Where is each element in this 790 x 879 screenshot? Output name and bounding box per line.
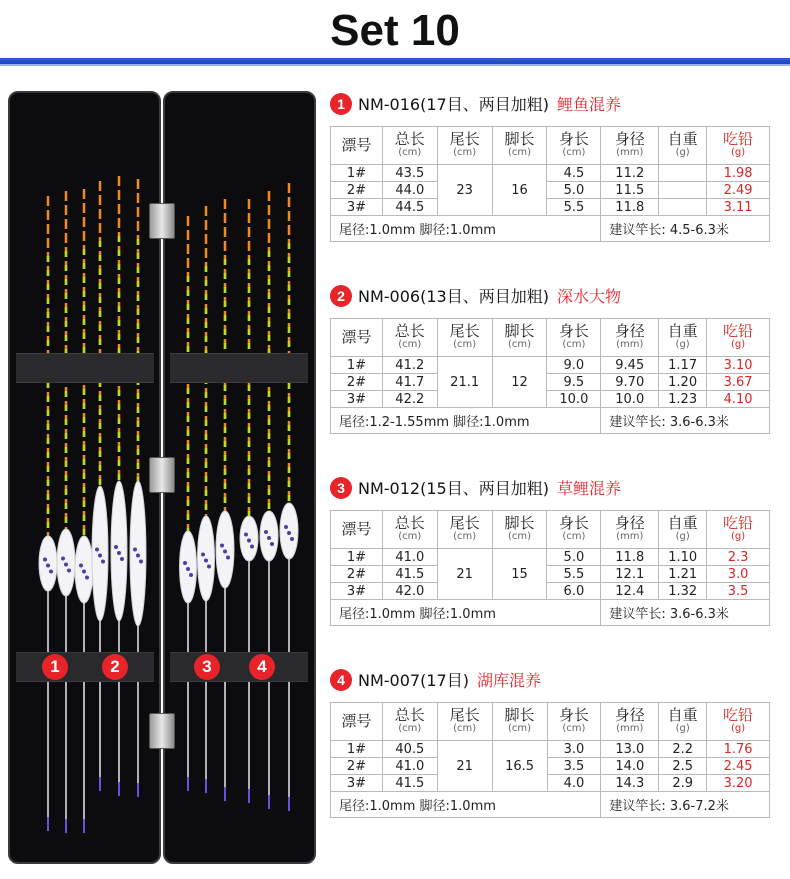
total-length: 41.0: [382, 549, 437, 566]
tail-length: 21: [437, 549, 492, 600]
self-weight: [659, 165, 707, 182]
total-length: 44.5: [382, 199, 437, 216]
column-header-unit: (cm): [453, 339, 477, 351]
title-underline-light: [0, 64, 790, 66]
column-header-unit: (cm): [398, 147, 422, 159]
table-row: [331, 165, 770, 182]
float-number: 2#: [331, 182, 383, 199]
table-header-row: [331, 127, 770, 165]
spec-section-4: [330, 668, 770, 853]
section-title: [330, 92, 621, 118]
column-header-label: 脚长: [504, 514, 535, 533]
rod-length-info: 建议竿长: 4.5-6.3米: [601, 216, 770, 242]
lead-capacity: 3.5: [707, 583, 770, 600]
column-header-label: 身长: [558, 706, 589, 725]
self-weight: 2.5: [659, 758, 707, 775]
hinge-bottom: [149, 713, 175, 749]
column-header-unit: (cm): [398, 723, 422, 735]
spec-section-3: [330, 476, 770, 661]
column-header-unit: (cm): [398, 531, 422, 543]
model-code: NM-012(15目、两目加粗): [358, 479, 549, 498]
column-header-label: 漂号: [341, 519, 372, 538]
float-number: 3#: [331, 775, 383, 792]
section-number-badge: 2: [330, 285, 352, 307]
column-header: [331, 319, 383, 357]
foam-strip-bottom-left: [16, 652, 154, 682]
page-title: Set 10: [330, 6, 460, 55]
body-diameter: 13.0: [601, 741, 659, 758]
foam-strip-top-left: [16, 353, 154, 383]
column-header-unit: (cm): [508, 147, 532, 159]
section-number-badge: 4: [330, 669, 352, 691]
column-header-label: 身长: [558, 514, 589, 533]
column-header-label: 身径: [614, 514, 645, 533]
table-footer-row: [331, 216, 770, 242]
column-header-unit: (g): [675, 339, 690, 351]
float-5: [111, 176, 127, 796]
table-row: [331, 583, 770, 600]
rod-length-info: 建议竿长: 3.6-7.2米: [601, 792, 770, 818]
total-length: 42.2: [382, 391, 437, 408]
column-header-label: 总长: [394, 130, 425, 149]
total-length: 41.2: [382, 357, 437, 374]
diameter-info: 尾径:1.0mm 脚径:1.0mm: [331, 792, 601, 818]
table-row: [331, 182, 770, 199]
column-header-label: 身长: [558, 130, 589, 149]
column-header: [547, 703, 601, 741]
spec-table: [330, 318, 770, 434]
column-header-unit: (g): [675, 147, 690, 159]
lead-capacity: 2.45: [707, 758, 770, 775]
column-header-label: 总长: [394, 514, 425, 533]
total-length: 44.0: [382, 182, 437, 199]
body-diameter: 11.8: [601, 199, 659, 216]
table-row: [331, 775, 770, 792]
lead-capacity: 3.11: [707, 199, 770, 216]
column-header: [547, 127, 601, 165]
self-weight: 1.17: [659, 357, 707, 374]
column-header: [492, 511, 547, 549]
total-length: 41.0: [382, 758, 437, 775]
float-3: [75, 189, 93, 833]
column-header-label: 尾长: [449, 322, 480, 341]
column-header: [437, 703, 492, 741]
body-diameter: 10.0: [601, 391, 659, 408]
table-header-row: [331, 319, 770, 357]
column-header: [707, 511, 770, 549]
body-diameter: 9.45: [601, 357, 659, 374]
column-header-unit: (cm): [507, 339, 532, 351]
column-header-unit: (cm): [508, 531, 532, 543]
body-diameter: 11.8: [601, 549, 659, 566]
column-header-label: 自重: [667, 130, 698, 149]
float-8: [198, 206, 215, 793]
column-header: [707, 319, 770, 357]
column-header-label: 漂号: [341, 135, 372, 154]
column-header-unit: (g): [675, 723, 690, 735]
float-9: [216, 199, 234, 801]
tail-length: 21.1: [437, 357, 492, 408]
spec-table: [330, 126, 770, 242]
body-diameter: 11.5: [601, 182, 659, 199]
column-header-label: 漂号: [341, 711, 372, 730]
self-weight: 1.20: [659, 374, 707, 391]
column-header: [331, 511, 383, 549]
lead-capacity: 3.0: [707, 566, 770, 583]
column-header: [547, 511, 601, 549]
column-header-unit: (cm): [398, 339, 422, 351]
float-4: [92, 181, 108, 791]
diameter-info: 尾径:1.0mm 脚径:1.0mm: [331, 600, 601, 626]
body-length: 3.0: [547, 741, 601, 758]
body-length: 5.5: [547, 566, 601, 583]
float-10: [240, 199, 258, 803]
self-weight: 2.2: [659, 741, 707, 758]
total-length: 41.5: [382, 566, 437, 583]
column-header: [382, 511, 437, 549]
section-title: [330, 284, 621, 310]
column-header-unit: (cm): [562, 723, 586, 735]
table-row: [331, 357, 770, 374]
column-header: [331, 127, 383, 165]
rod-length-info: 建议竿长: 3.6-6.3米: [601, 408, 770, 434]
case-marker-2: 2: [102, 654, 128, 680]
column-header-label: 吃铅: [723, 322, 754, 341]
foot-length: 16: [492, 165, 547, 216]
column-header-unit: (cm): [453, 723, 477, 735]
column-header-label: 自重: [667, 514, 698, 533]
spec-table: [330, 510, 770, 626]
total-length: 42.0: [382, 583, 437, 600]
column-header: [382, 703, 437, 741]
self-weight: [659, 182, 707, 199]
body-length: 10.0: [547, 391, 601, 408]
body-length: 5.0: [547, 182, 601, 199]
float-7: [180, 216, 197, 791]
column-header: [707, 703, 770, 741]
total-length: 41.7: [382, 374, 437, 391]
self-weight: 1.10: [659, 549, 707, 566]
float-number: 2#: [331, 374, 383, 391]
float-number: 1#: [331, 357, 383, 374]
lead-capacity: 3.10: [707, 357, 770, 374]
self-weight: 1.32: [659, 583, 707, 600]
body-length: 5.0: [547, 549, 601, 566]
float-number: 2#: [331, 566, 383, 583]
column-header-label: 吃铅: [723, 514, 754, 533]
column-header-label: 脚长: [504, 322, 535, 341]
column-header: [707, 127, 770, 165]
body-length: 3.5: [547, 758, 601, 775]
float-6: [130, 179, 146, 797]
lead-capacity: 3.67: [707, 374, 770, 391]
table-row: [331, 391, 770, 408]
section-title: [330, 476, 621, 502]
column-header: [382, 127, 437, 165]
column-header: [659, 511, 707, 549]
column-header-label: 自重: [667, 706, 698, 725]
column-header-label: 身径: [614, 130, 645, 149]
foot-length: 15: [492, 549, 547, 600]
float-number: 3#: [331, 391, 383, 408]
diameter-info: 尾径:1.2-1.55mm 脚径:1.0mm: [331, 408, 601, 434]
body-length: 4.5: [547, 165, 601, 182]
total-length: 41.5: [382, 775, 437, 792]
spec-section-1: [330, 92, 770, 277]
diameter-info: 尾径:1.0mm 脚径:1.0mm: [331, 216, 601, 242]
column-header: [437, 319, 492, 357]
column-header-unit: (cm): [562, 531, 586, 543]
column-header-label: 尾长: [449, 130, 480, 149]
self-weight: 1.23: [659, 391, 707, 408]
body-diameter: 12.4: [601, 583, 659, 600]
foam-strip-top-right: [170, 353, 308, 383]
table-row: [331, 758, 770, 775]
column-header-label: 自重: [667, 322, 698, 341]
tail-length: 21: [437, 741, 492, 792]
column-header-unit: (mm): [616, 339, 644, 351]
column-header: [492, 703, 547, 741]
total-length: 40.5: [382, 741, 437, 758]
column-header: [601, 703, 659, 741]
column-header-label: 总长: [394, 706, 425, 725]
body-length: 4.0: [547, 775, 601, 792]
column-header: [437, 127, 492, 165]
foot-length: 16.5: [492, 741, 547, 792]
column-header-label: 身长: [558, 322, 589, 341]
float-number: 2#: [331, 758, 383, 775]
column-header: [601, 319, 659, 357]
column-header: [601, 511, 659, 549]
column-header: [492, 319, 547, 357]
column-header-label: 脚长: [504, 130, 535, 149]
column-header-unit: (g): [730, 723, 746, 735]
column-header-unit: (mm): [616, 147, 644, 159]
column-header-unit: (g): [730, 147, 746, 159]
table-footer-row: [331, 408, 770, 434]
body-length: 9.0: [547, 357, 601, 374]
column-header-unit: (mm): [616, 531, 644, 543]
column-header-label: 吃铅: [723, 706, 754, 725]
float-number: 1#: [331, 165, 383, 182]
hinge-middle: [149, 457, 175, 493]
float-case-image: [8, 91, 316, 864]
section-number-badge: 3: [330, 477, 352, 499]
float-number: 3#: [331, 199, 383, 216]
model-code: NM-006(13目、两目加粗): [358, 287, 549, 306]
foam-strip-bottom-right: [170, 652, 308, 682]
column-header: [659, 319, 707, 357]
column-header-label: 尾长: [449, 514, 480, 533]
table-row: [331, 549, 770, 566]
body-diameter: 14.0: [601, 758, 659, 775]
section-number-badge: 1: [330, 93, 352, 115]
foot-length: 12: [492, 357, 547, 408]
column-header-unit: (g): [675, 531, 690, 543]
section-title: [330, 668, 541, 694]
lead-capacity: 4.10: [707, 391, 770, 408]
column-header: [601, 127, 659, 165]
column-header-label: 身径: [614, 322, 645, 341]
lead-capacity: 1.98: [707, 165, 770, 182]
table-footer-row: [331, 600, 770, 626]
table-row: [331, 374, 770, 391]
case-marker-1: 1: [42, 654, 68, 680]
column-header-unit: (cm): [453, 147, 477, 159]
case-marker-3: 3: [194, 654, 220, 680]
body-diameter: 12.1: [601, 566, 659, 583]
rod-length-info: 建议竿长: 3.6-6.3米: [601, 600, 770, 626]
table-header-row: [331, 511, 770, 549]
fish-type: 深水大物: [556, 287, 621, 306]
lead-capacity: 2.3: [707, 549, 770, 566]
body-diameter: 14.3: [601, 775, 659, 792]
column-header-label: 吃铅: [723, 130, 754, 149]
spec-table: [330, 702, 770, 818]
body-diameter: 11.2: [601, 165, 659, 182]
table-header-row: [331, 703, 770, 741]
self-weight: 1.21: [659, 566, 707, 583]
table-row: [331, 566, 770, 583]
column-header: [547, 319, 601, 357]
spec-section-2: [330, 284, 770, 469]
column-header-unit: (g): [730, 339, 746, 351]
body-length: 5.5: [547, 199, 601, 216]
fish-type: 湖库混养: [476, 671, 541, 690]
float-11: [260, 191, 278, 809]
column-header: [437, 511, 492, 549]
column-header-label: 漂号: [341, 327, 372, 346]
body-length: 9.5: [547, 374, 601, 391]
column-header-unit: (cm): [562, 339, 586, 351]
total-length: 43.5: [382, 165, 437, 182]
table-row: [331, 741, 770, 758]
float-number: 1#: [331, 549, 383, 566]
column-header-label: 脚长: [504, 706, 535, 725]
column-header-unit: (mm): [616, 723, 644, 735]
self-weight: [659, 199, 707, 216]
column-header: [331, 703, 383, 741]
column-header: [659, 703, 707, 741]
column-header: [659, 127, 707, 165]
body-length: 6.0: [547, 583, 601, 600]
column-header-label: 身径: [614, 706, 645, 725]
column-header: [492, 127, 547, 165]
lead-capacity: 1.76: [707, 741, 770, 758]
self-weight: 2.9: [659, 775, 707, 792]
float-number: 3#: [331, 583, 383, 600]
hinge-top: [149, 203, 175, 239]
column-header-unit: (g): [730, 531, 746, 543]
column-header-unit: (cm): [562, 147, 586, 159]
float-2: [57, 191, 75, 833]
header: [0, 0, 790, 70]
float-1: [39, 196, 57, 831]
column-header-unit: (cm): [508, 723, 532, 735]
float-number: 1#: [331, 741, 383, 758]
model-code: NM-016(17目、两目加粗): [358, 95, 549, 114]
column-header-unit: (cm): [453, 531, 477, 543]
column-header-label: 总长: [394, 322, 425, 341]
body-diameter: 9.70: [601, 374, 659, 391]
model-code: NM-007(17目): [358, 671, 469, 690]
fish-type: 鲤鱼混养: [556, 95, 621, 114]
fish-type: 草鲤混养: [556, 479, 621, 498]
lead-capacity: 2.49: [707, 182, 770, 199]
column-header-label: 尾长: [449, 706, 480, 725]
table-row: [331, 199, 770, 216]
column-header: [382, 319, 437, 357]
case-marker-4: 4: [249, 654, 275, 680]
table-footer-row: [331, 792, 770, 818]
tail-length: 23: [437, 165, 492, 216]
lead-capacity: 3.20: [707, 775, 770, 792]
float-12: [280, 183, 298, 811]
